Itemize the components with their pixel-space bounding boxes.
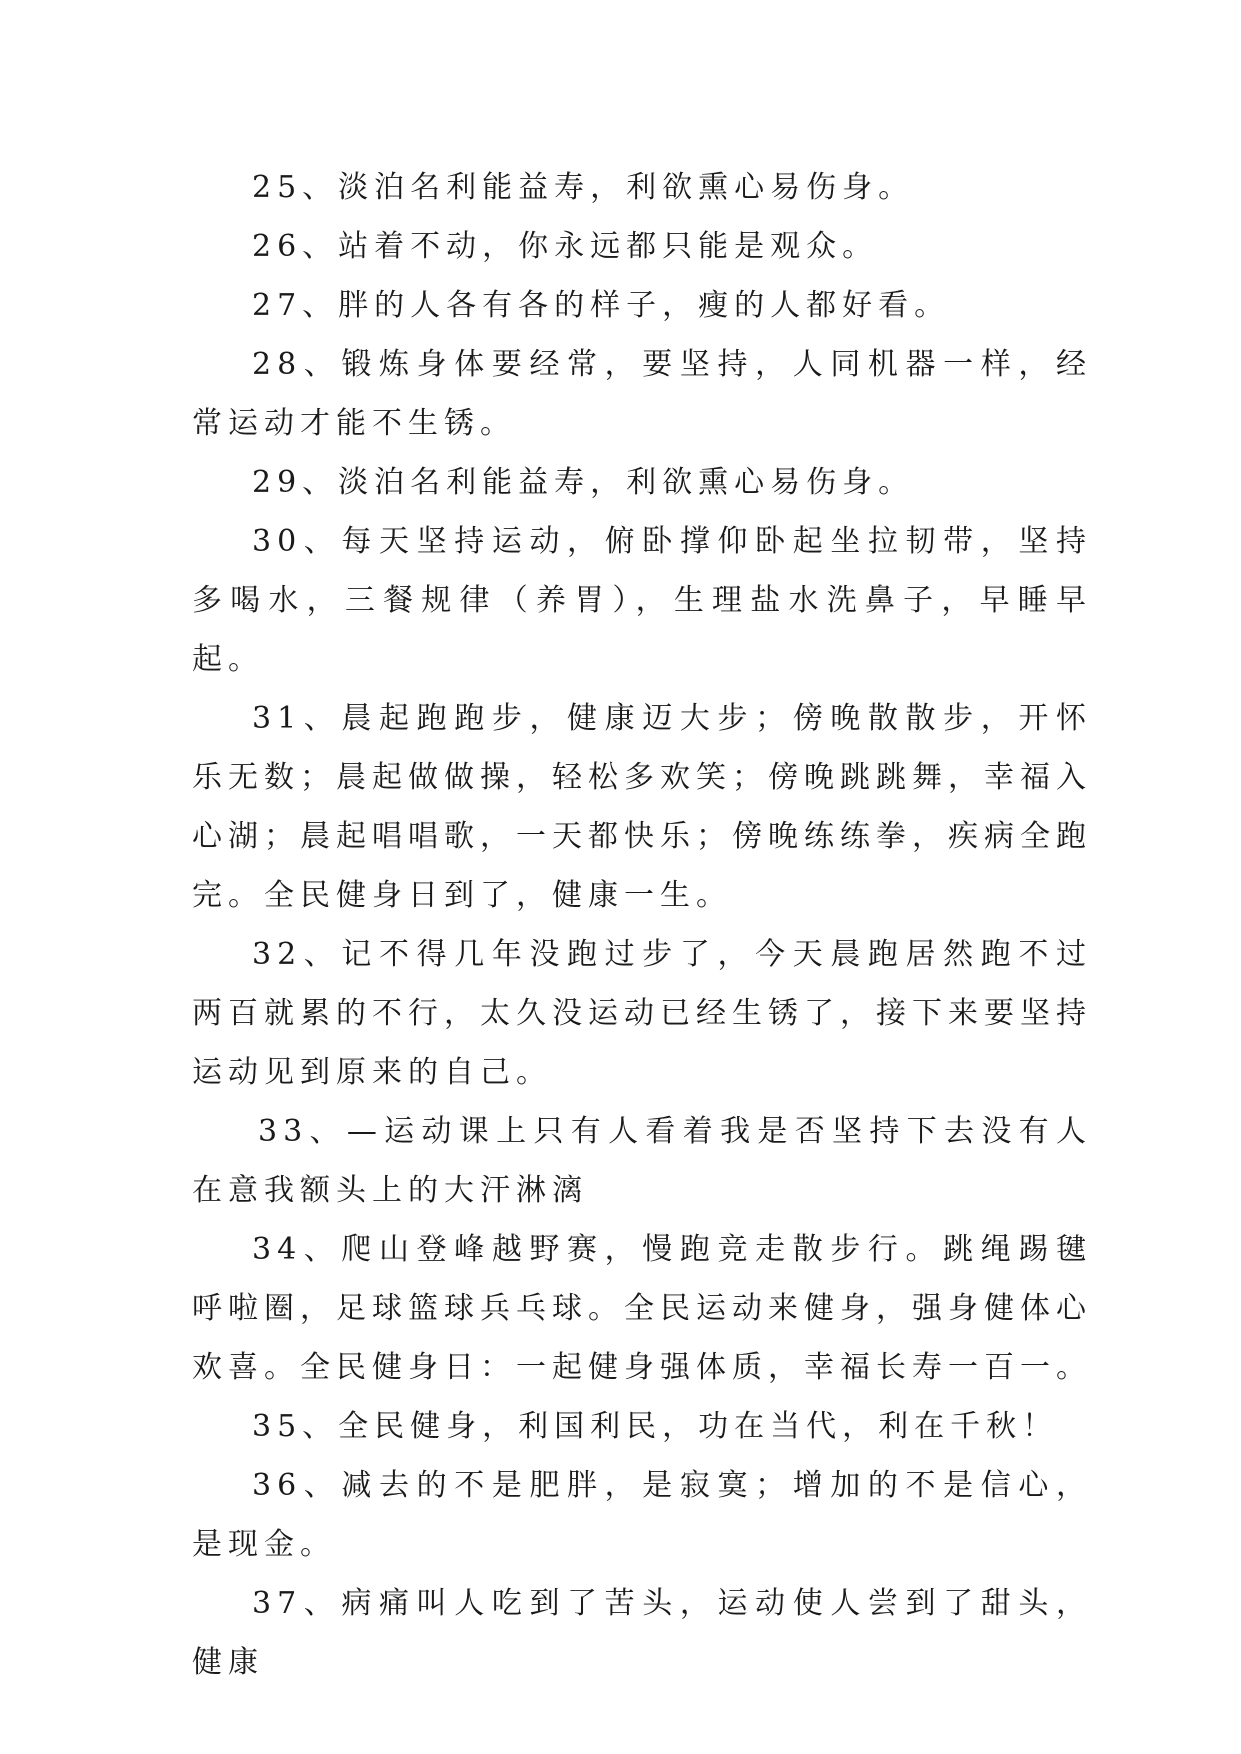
paragraph-25: 25、淡泊名利能益寿，利欲熏心易伤身。	[252, 170, 915, 205]
paragraph-31: 31、晨起跑跑步，健康迈大步；傍晚散散步，开怀乐无数；晨起做做操，轻松多欢笑；傍晚跳跳舞，幸福入心湖；晨起唱唱歌，一天都快乐；傍晚练练拳，疾病全跑完。全民健身日到了，健康一生。	[192, 701, 1092, 913]
paragraph-37: 37、病痛叫人吃到了苦头，运动使人尝到了甜头，健康	[192, 1586, 1092, 1680]
paragraph-30: 30、每天坚持运动，俯卧撑仰卧起坐拉韧带，坚持多喝水，三餐规律（养胃），生理盐水洗鼻子，早睡早起。	[192, 524, 1092, 677]
paragraph-34: 34、爬山登峰越野赛，慢跑竞走散步行。跳绳踢毽呼啦圈，足球篮球兵乓球。全民运动来健身，强身健体心欢喜。全民健身日：一起健身强体质，幸福长寿一百一。	[192, 1232, 1092, 1385]
paragraph-28: 28、锻炼身体要经常，要坚持，人同机器一样，经常运动才能不生锈。	[192, 347, 1092, 441]
paragraph-29: 29、淡泊名利能益寿，利欲熏心易伤身。	[252, 465, 915, 500]
paragraph-26: 26、站着不动，你永远都只能是观众。	[252, 229, 879, 264]
paragraph-36: 36、减去的不是肥胖，是寂寞；增加的不是信心，是现金。	[192, 1468, 1092, 1562]
paragraph-32: 32、记不得几年没跑过步了，今天晨跑居然跑不过两百就累的不行，太久没运动已经生锈了，接下来要坚持运动见到原来的自己。	[192, 937, 1092, 1090]
paragraph-27: 27、胖的人各有各的样子，瘦的人都好看。	[252, 288, 951, 323]
paragraph-35: 35、全民健身，利国利民，功在当代，利在千秋！	[252, 1409, 1059, 1444]
document-body	[192, 158, 1092, 1692]
paragraph-33: 33、—运动课上只有人看着我是否坚持下去没有人在意我额头上的大汗淋漓	[192, 1114, 1092, 1208]
